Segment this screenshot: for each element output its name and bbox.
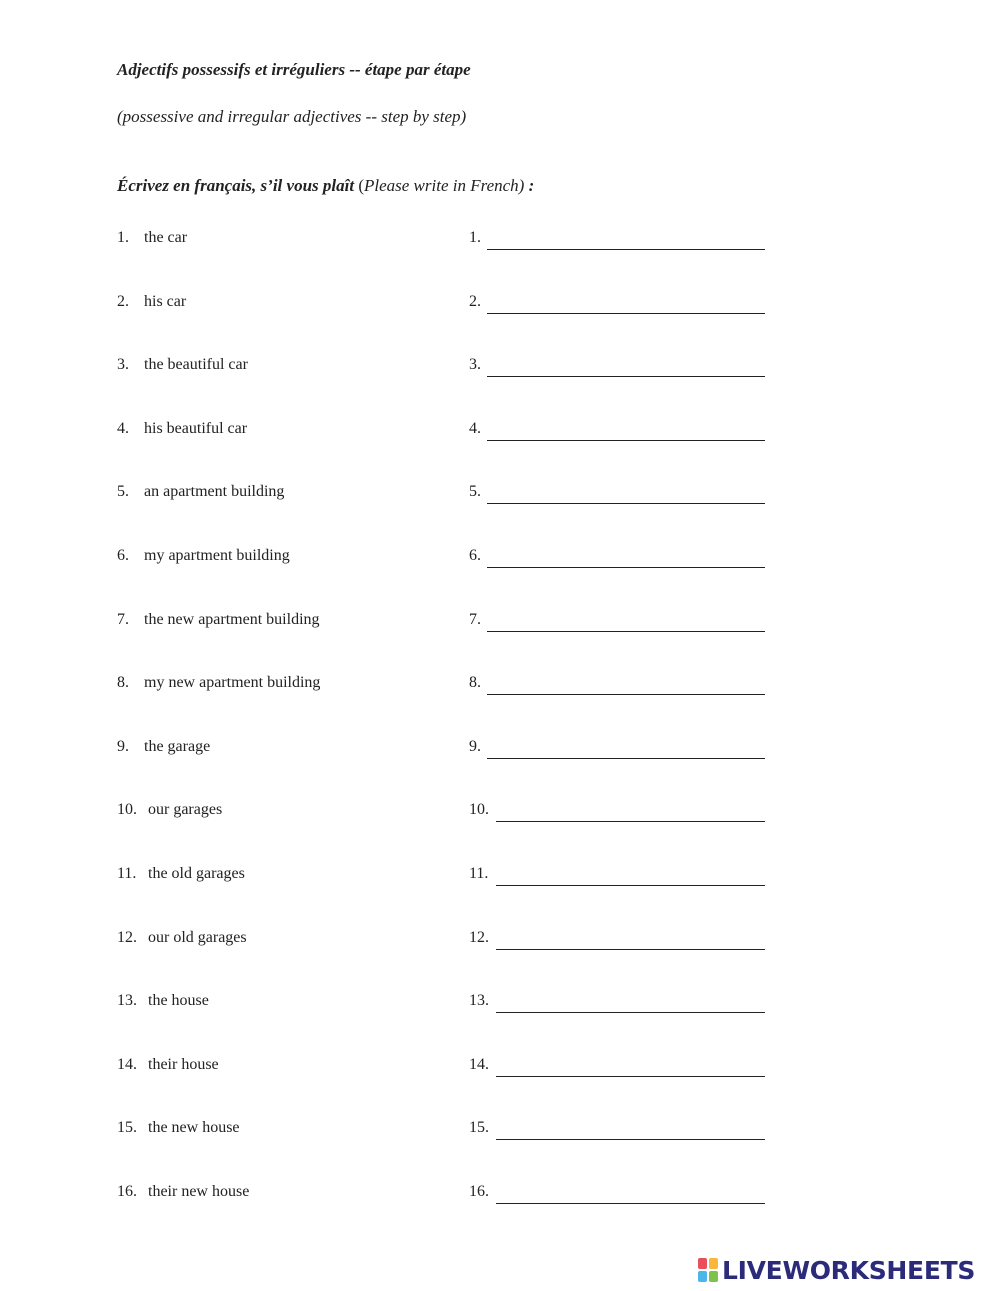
exercise-row [0, 1056, 1000, 1086]
item-number: 8. [117, 674, 129, 691]
instruction-french: Écrivez en français, s’il vous plaît [117, 176, 355, 195]
answer-blank[interactable] [496, 949, 765, 950]
exercise-row [0, 611, 1000, 641]
english-phrase: the house [148, 992, 209, 1009]
answer-blank[interactable] [496, 885, 765, 886]
answer-number: 16. [469, 1183, 489, 1200]
item-number: 5. [117, 483, 129, 500]
item-number: 9. [117, 738, 129, 755]
english-phrase: the car [144, 229, 188, 246]
answer-blank[interactable] [487, 440, 765, 441]
worksheet-subtitle: (possessive and irregular adjectives -- step by step) [117, 107, 467, 126]
logo-text: LIVEWORKSHEETS [722, 1255, 976, 1285]
exercise-row [0, 420, 1000, 450]
answer-blank[interactable] [496, 1203, 765, 1204]
worksheet-title: Adjectifs possessifs et irréguliers -- étape par étape [117, 60, 471, 79]
answer-number: 2. [469, 293, 481, 310]
answer-number: 10. [469, 801, 489, 818]
item-number: 13. [117, 992, 137, 1009]
english-phrase: his car [144, 293, 187, 310]
english-phrase: our garages [148, 801, 223, 818]
answer-blank[interactable] [487, 376, 765, 377]
exercise-row [0, 483, 1000, 513]
item-number: 16. [117, 1183, 137, 1200]
answer-number: 15. [469, 1119, 489, 1136]
instruction-line [117, 176, 534, 196]
answer-blank[interactable] [487, 503, 765, 504]
english-phrase: the new apartment building [144, 611, 320, 628]
exercise-row [0, 992, 1000, 1022]
liveworksheets-blocks-icon [697, 1257, 719, 1283]
answer-blank[interactable] [496, 821, 765, 822]
item-number: 14. [117, 1056, 137, 1073]
english-phrase: the old garages [148, 865, 245, 882]
answer-number: 13. [469, 992, 489, 1009]
instruction-english: Please write in French) [363, 176, 525, 195]
exercise-row [0, 1119, 1000, 1149]
exercise-row [0, 229, 1000, 259]
answer-blank[interactable] [496, 1076, 765, 1077]
english-phrase: the beautiful car [144, 356, 248, 373]
answer-blank[interactable] [487, 694, 765, 695]
item-number: 11. [117, 865, 137, 882]
english-phrase: my apartment building [144, 547, 290, 564]
english-phrase: an apartment building [144, 483, 285, 500]
answer-blank[interactable] [487, 631, 765, 632]
exercise-row [0, 929, 1000, 959]
instruction-colon: : [524, 176, 535, 195]
item-number: 12. [117, 929, 137, 946]
liveworksheets-logo [697, 1254, 993, 1286]
answer-number: 8. [469, 674, 481, 691]
item-number: 3. [117, 356, 129, 373]
exercise-row [0, 547, 1000, 577]
exercise-row [0, 801, 1000, 831]
answer-number: 14. [469, 1056, 489, 1073]
exercise-row [0, 1183, 1000, 1213]
answer-number: 5. [469, 483, 481, 500]
item-number: 15. [117, 1119, 137, 1136]
exercise-row [0, 674, 1000, 704]
answer-number: 4. [469, 420, 481, 437]
english-phrase: their house [148, 1056, 219, 1073]
item-number: 10. [117, 801, 137, 818]
english-phrase: their new house [148, 1183, 250, 1200]
item-number: 7. [117, 611, 129, 628]
answer-number: 1. [469, 229, 481, 246]
answer-blank[interactable] [487, 313, 765, 314]
answer-blank[interactable] [496, 1012, 765, 1013]
answer-number: 7. [469, 611, 481, 628]
english-phrase: the garage [144, 738, 211, 755]
answer-blank[interactable] [487, 567, 765, 568]
exercise-row [0, 865, 1000, 895]
exercise-row [0, 738, 1000, 768]
english-phrase: my new apartment building [144, 674, 321, 691]
english-phrase: our old garages [148, 929, 247, 946]
answer-number: 3. [469, 356, 481, 373]
item-number: 4. [117, 420, 129, 437]
exercise-row [0, 356, 1000, 386]
english-phrase: the new house [148, 1119, 240, 1136]
english-phrase: his beautiful car [144, 420, 248, 437]
answer-blank[interactable] [496, 1139, 765, 1140]
answer-number: 6. [469, 547, 481, 564]
answer-number: 11. [469, 865, 489, 882]
item-number: 1. [117, 229, 129, 246]
answer-number: 9. [469, 738, 481, 755]
instruction-paren: ( [354, 176, 364, 195]
item-number: 6. [117, 547, 129, 564]
item-number: 2. [117, 293, 129, 310]
answer-number: 12. [469, 929, 489, 946]
answer-blank[interactable] [487, 249, 765, 250]
exercise-row [0, 293, 1000, 323]
answer-blank[interactable] [487, 758, 765, 759]
